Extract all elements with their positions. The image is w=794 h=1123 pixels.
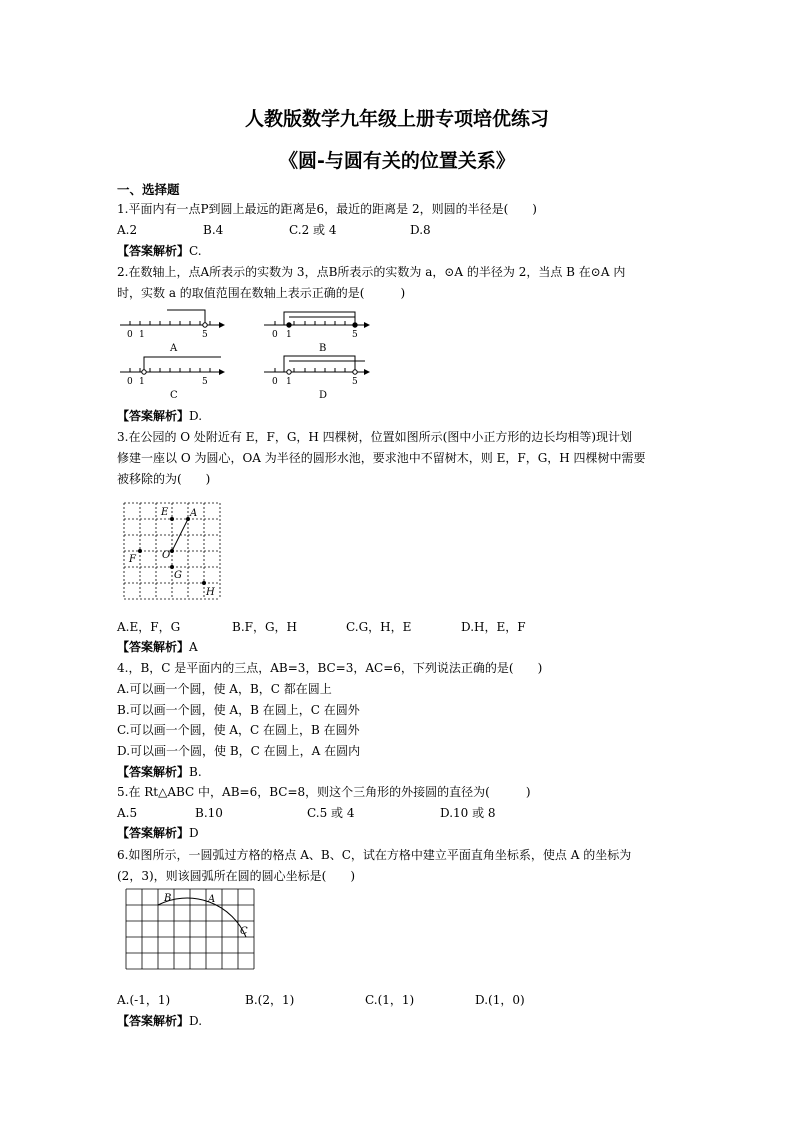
q2-answer-value: D. [189, 409, 203, 423]
answer-label: 【答案解析】 [117, 409, 190, 423]
tick-label-1: 1 [139, 330, 145, 340]
tick-label-5: 5 [352, 377, 358, 387]
point-label-b: B [164, 893, 172, 904]
q6-text-line2: (2，3)，则该圆弧所在圆的圆心坐标是( ) [117, 869, 355, 883]
tick-label-0: 0 [127, 377, 133, 387]
tick-label-5: 5 [352, 330, 358, 340]
tick-label-1: 1 [286, 377, 292, 387]
q6-answer-value: D. [189, 1014, 203, 1028]
q6-option-a: A.(-1，1) [117, 993, 171, 1007]
tick-label-1: 1 [139, 377, 145, 387]
q1-option-a: A.2 [117, 223, 138, 237]
q3-text-line1: 3.在公园的 O 处附近有 E，F，G，H 四棵树，位置如图所示(图中小正方形的边长均相等)现计划 [117, 430, 633, 444]
q1-text: 1.平面内有一点P到圆上最远的距离是6，最近的距离是 2，则圆的半径是( ) [117, 202, 537, 216]
q6-grid-figure [126, 889, 266, 985]
q5-option-a: A.5 [117, 806, 138, 820]
q4-option-c: C.可以画一个圆，使 A，C 在圆上，B 在圆外 [117, 723, 360, 737]
q1-answer-value: C. [189, 244, 202, 258]
q4-text: 4.，B，C 是平面内的三点，AB=3，BC=3，AC=6，下列说法正确的是( ) [117, 661, 543, 675]
figure-label-d: D [319, 390, 328, 401]
q2-text-line2: 时，实数 a 的取值范围在数轴上表示正确的是( ) [117, 286, 406, 300]
q2-figure [117, 305, 377, 405]
q6-option-c: C.(1，1) [365, 993, 415, 1007]
q3-grid-figure [124, 503, 224, 603]
point-label-h: H [206, 587, 215, 598]
q5-answer [117, 823, 199, 843]
q5-option-c: C.5 或 4 [307, 806, 355, 820]
document-title: 人教版数学九年级上册专项培优练习 [244, 108, 549, 130]
q3-option-d: D.H，E，F [461, 620, 526, 634]
q4-option-b: B.可以画一个圆，使 A，B 在圆上，C 在圆外 [117, 703, 360, 717]
answer-label: 【答案解析】 [117, 640, 190, 654]
q3-answer-value: A [189, 640, 198, 654]
q3-text-line3: 被移除的为( ) [117, 472, 211, 486]
figure-label-c: C [170, 390, 178, 401]
q5-option-b: B.10 [195, 806, 223, 820]
q6-text-line1: 6.如图所示，一圆弧过方格的格点 A、B、C，试在方格中建立平面直角坐标系，使点 A 的坐标为 [117, 848, 632, 862]
q2-answer [117, 406, 202, 426]
q1-option-d: D.8 [410, 223, 431, 237]
answer-label: 【答案解析】 [117, 1014, 190, 1028]
answer-label: 【答案解析】 [117, 826, 190, 840]
tick-label-0: 0 [127, 330, 133, 340]
point-label-a: A [208, 894, 216, 905]
q2-text-line1: 2.在数轴上，点A所表示的实数为 3，点B所表示的实数为 a，⊙A 的半径为 2，当点 B 在⊙A 内 [117, 265, 626, 279]
q3-option-c: C.G，H，E [346, 620, 412, 634]
q5-option-d: D.10 或 8 [440, 806, 496, 820]
numberline-d [264, 356, 369, 401]
q3-text-line2: 修建一座以 O 为圆心，OA 为半径的圆形水池，要求池中不留树木，则 E，F，G，H 四棵树中需要 [117, 451, 646, 465]
figure-label-b: B [319, 343, 327, 354]
point-label-o: O [162, 550, 171, 561]
q4-option-a: A.可以画一个圆，使 A，B，C 都在圆上 [117, 682, 332, 696]
q1-answer [117, 241, 202, 261]
point-label-a: A [190, 508, 198, 519]
q1-option-c: C.2 或 4 [289, 223, 337, 237]
point-label-e: E [161, 507, 169, 518]
q6-answer [117, 1011, 202, 1031]
q5-text: 5.在 Rt△ABC 中，AB=6，BC=8，则这个三角形的外接圆的直径为( ) [117, 785, 531, 799]
figure-label-a: A [170, 343, 178, 354]
q3-answer [117, 637, 198, 657]
q1-option-b: B.4 [203, 223, 224, 237]
q6-option-d: D.(1，0) [475, 993, 525, 1007]
numberline-a [120, 310, 224, 354]
answer-label: 【答案解析】 [117, 244, 190, 258]
numberline-b [264, 312, 369, 354]
q5-answer-value: D [189, 826, 199, 840]
q6-option-b: B.(2，1) [245, 993, 295, 1007]
point-label-f: F [129, 554, 136, 565]
point-label-g: G [174, 570, 182, 581]
q4-answer-value: B. [189, 765, 202, 779]
numberline-c [120, 357, 224, 401]
tick-label-5: 5 [202, 377, 208, 387]
tick-label-0: 0 [272, 377, 278, 387]
q3-option-a: A.E，F，G [117, 620, 181, 634]
tick-label-5: 5 [202, 330, 208, 340]
point-label-c: C [240, 926, 248, 937]
tick-label-0: 0 [272, 330, 278, 340]
section-heading: 一、选择题 [117, 182, 180, 197]
q4-option-d: D.可以画一个圆，使 B，C 在圆上，A 在圆内 [117, 744, 361, 758]
q4-answer [117, 762, 202, 782]
q3-option-b: B.F，G，H [232, 620, 298, 634]
tick-label-1: 1 [286, 330, 292, 340]
document-subtitle: 《圆-与圆有关的位置关系》 [279, 150, 515, 172]
answer-label: 【答案解析】 [117, 765, 190, 779]
